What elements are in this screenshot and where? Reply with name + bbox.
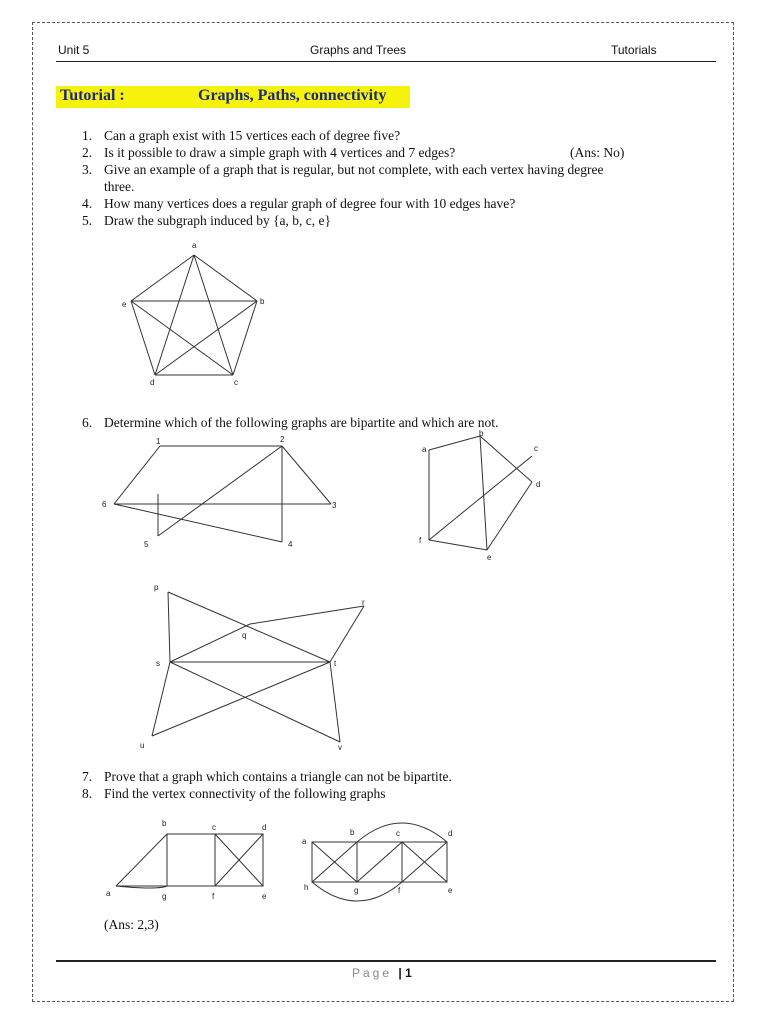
vertex-label: e [122, 300, 127, 309]
vertex-label: a [302, 837, 307, 846]
header-title: Graphs and Trees [310, 43, 407, 57]
vertex-label: d [536, 480, 541, 489]
question-6: 6. Determine which of the following graphs are bipartite and which are not. [82, 415, 499, 430]
vertex-label: b [260, 297, 265, 306]
vertex-label: c [396, 829, 400, 838]
question-4: 4. How many vertices does a regular graph of degree four with 10 edges have? [82, 196, 516, 211]
question-7: 7. Prove that a graph which contains a triangle can not be bipartite. [82, 769, 452, 784]
vertex-label: a [192, 241, 197, 250]
page-word: Page [352, 966, 393, 980]
vertex-label: b [479, 429, 484, 438]
pentagon-graph [110, 235, 280, 395]
question-2-answer: (Ans: No) [570, 145, 625, 160]
question-5: 5. Draw the subgraph induced by {a, b, c, e} [82, 213, 332, 228]
header-rule [56, 61, 716, 62]
vertex-label: f [212, 892, 215, 901]
vertex-label: a [106, 889, 111, 898]
vertex-label: e [262, 892, 267, 901]
vertex-label: h [304, 883, 309, 892]
graph-6b [412, 426, 552, 566]
vertex-label: e [487, 553, 492, 562]
header-section: Tutorials [611, 43, 657, 57]
question-3: 3. Give an example of a graph that is regular, but not complete, with each vertex having degree [82, 162, 604, 177]
vertex-label: 5 [144, 540, 149, 549]
vertex-label: 4 [288, 540, 293, 549]
tutorial-label: Tutorial : [60, 87, 125, 104]
vertex-label: 3 [332, 501, 337, 510]
vertex-label: b [162, 819, 167, 828]
vertex-label: 2 [280, 435, 285, 444]
tutorial-topic: Graphs, Paths, connectivity [198, 87, 387, 104]
vertex-label: s [156, 659, 160, 668]
graph-8b [298, 814, 468, 914]
vertex-label: c [534, 444, 538, 453]
vertex-label: f [419, 536, 422, 545]
vertex-label: p [154, 583, 159, 592]
tutorial-title [56, 86, 410, 108]
vertex-label: d [448, 829, 453, 838]
vertex-label: g [162, 892, 167, 901]
vertex-label: c [234, 378, 238, 387]
vertex-label: e [448, 886, 453, 895]
vertex-label: d [150, 378, 155, 387]
question-1: 1. Can a graph exist with 15 vertices each of degree five? [82, 128, 401, 143]
vertex-label: g [354, 886, 359, 895]
question-8: 8. Find the vertex connectivity of the following graphs [82, 786, 386, 801]
question-2: 2. Is it possible to draw a simple graph with 4 vertices and 7 edges? (Ans: No) [82, 145, 625, 160]
graph-6c [140, 576, 380, 756]
vertex-label: u [140, 741, 145, 750]
page-number: 1 [405, 966, 412, 980]
vertex-label: d [262, 823, 267, 832]
answer-8: (Ans: 2,3) [104, 917, 159, 932]
vertex-label: r [362, 598, 365, 607]
vertex-label: q [242, 631, 247, 640]
vertex-label: b [350, 828, 355, 837]
vertex-label: t [334, 659, 337, 668]
graph-8a [98, 812, 278, 902]
vertex-label: f [398, 886, 401, 895]
graph-6a [96, 434, 356, 554]
footer-page: Page | 1 [352, 966, 412, 980]
vertex-label: v [338, 743, 342, 752]
vertex-label: a [422, 445, 427, 454]
header-unit: Unit 5 [58, 43, 90, 57]
footer-rule [56, 960, 716, 962]
vertex-label: 1 [156, 437, 161, 446]
vertex-label: c [212, 823, 216, 832]
vertex-label: 6 [102, 500, 107, 509]
